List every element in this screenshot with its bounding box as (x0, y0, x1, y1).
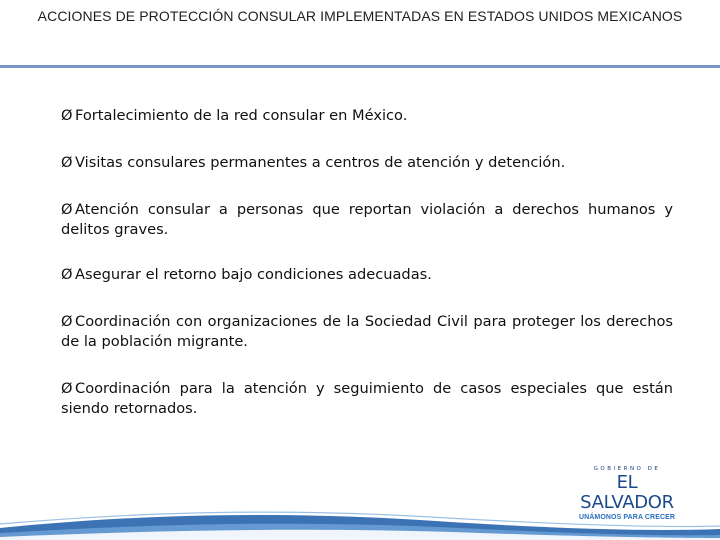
arrow-bullet-icon: Ø (61, 313, 73, 330)
bullet-text: Fortalecimiento de la red consular en México. (75, 107, 408, 124)
logo-main-text: EL SALVADOR (580, 472, 674, 513)
bullet-item (61, 200, 673, 240)
bullet-text: Coordinación para la atención y seguimiento de casos especiales que están siendo retornados. (61, 380, 673, 417)
bullet-text: Atención consular a personas que reportan violación a derechos humanos y delitos graves. (61, 201, 673, 238)
arrow-bullet-icon: Ø (61, 107, 73, 124)
bullet-item (61, 312, 673, 352)
arrow-bullet-icon: Ø (61, 380, 73, 397)
title-divider (0, 65, 720, 68)
arrow-bullet-icon: Ø (61, 154, 73, 171)
bullet-text: Visitas consulares permanentes a centros de atención y detención. (75, 154, 566, 171)
bullet-text: Asegurar el retorno bajo condiciones adecuadas. (75, 266, 432, 283)
bullet-item (61, 265, 673, 285)
logo-top-text: GOBIERNO DE (593, 466, 661, 472)
bullet-item (61, 106, 673, 126)
arrow-bullet-icon: Ø (61, 201, 73, 218)
bullet-item (61, 379, 673, 419)
el-salvador-logo (572, 466, 682, 526)
arrow-bullet-icon: Ø (61, 266, 73, 283)
bullet-text: Coordinación con organizaciones de la Sociedad Civil para proteger los derechos de la población migrante. (61, 313, 673, 350)
logo-sub-text: UNÁMONOS PARA CRECER (578, 514, 676, 521)
bullet-item (61, 153, 673, 173)
slide-title: ACCIONES DE PROTECCIÓN CONSULAR IMPLEMENTADAS EN ESTADOS UNIDOS MEXICANOS (37, 8, 683, 24)
bullet-list (61, 106, 673, 419)
